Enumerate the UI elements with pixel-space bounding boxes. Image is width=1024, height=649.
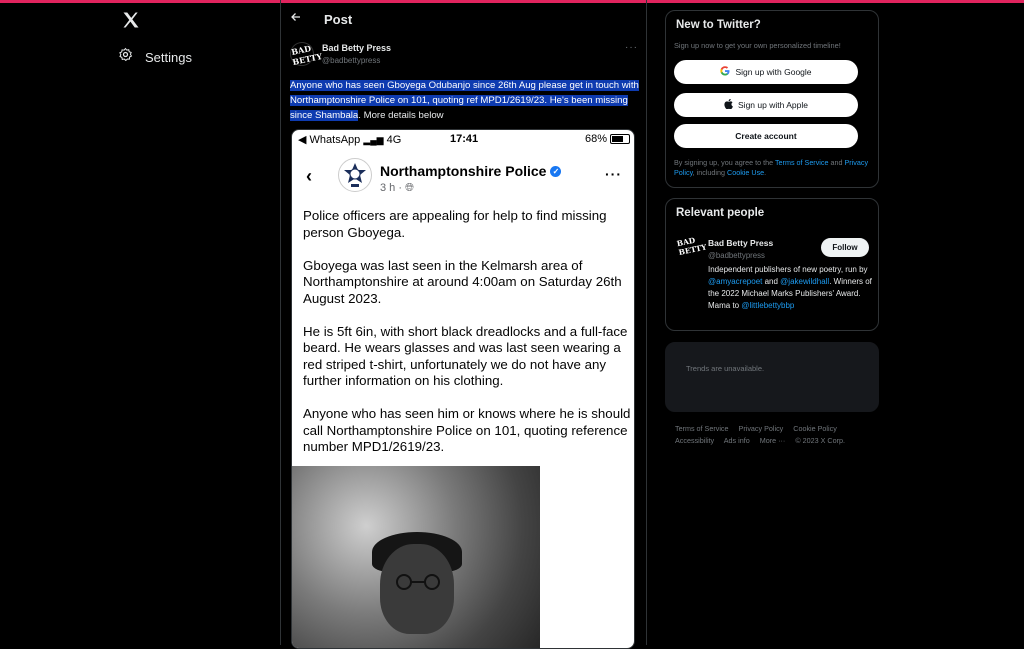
new-to-twitter-card xyxy=(665,10,879,188)
google-icon xyxy=(720,66,730,78)
fb-page-name-text: Northamptonshire Police xyxy=(380,163,547,179)
relevant-people-title: Relevant people xyxy=(676,207,765,219)
footer-link[interactable]: Ads info xyxy=(723,436,750,445)
divider-right xyxy=(646,0,647,645)
create-account-label: Create account xyxy=(735,131,797,141)
author-handle[interactable]: @badbettypress xyxy=(322,56,381,65)
network-type: 4G xyxy=(386,134,402,146)
author-avatar[interactable]: BAD BETTY xyxy=(288,40,316,68)
legal-end: . xyxy=(764,168,767,177)
bio-mention-link[interactable]: @amyacrepoet xyxy=(708,277,763,286)
footer-link[interactable]: More ··· xyxy=(759,436,786,445)
new-to-twitter-title: New to Twitter? xyxy=(676,19,761,31)
verified-badge-icon: ✓ xyxy=(550,166,561,177)
sign-up-google-button[interactable] xyxy=(674,60,858,84)
terms-link[interactable]: Terms of Service xyxy=(774,158,829,167)
footer-links xyxy=(675,423,875,447)
signup-legal-text xyxy=(674,158,870,178)
main-column xyxy=(281,0,646,645)
fb-page-name xyxy=(380,163,561,179)
tweet-media-screenshot[interactable] xyxy=(291,129,635,649)
fb-paragraph: Gboyega was last seen in the Kelmarsh area of Northamptonshire at around 4:00am on Saturday 26th August 2023. xyxy=(303,257,622,306)
sign-up-apple-button[interactable] xyxy=(674,93,858,117)
bio-text: and xyxy=(762,277,781,286)
fb-post-age: 3 h xyxy=(380,182,396,194)
globe-icon: 🌐︎ xyxy=(405,182,414,194)
sign-up-apple-label: Sign up with Apple xyxy=(738,100,808,110)
status-app: ◀ WhatsApp xyxy=(298,134,361,146)
footer-link[interactable]: Cookie Policy xyxy=(793,424,837,433)
left-nav xyxy=(0,0,280,645)
relevant-person-bio xyxy=(708,264,873,312)
fb-post-meta: 3 h · 🌐︎ xyxy=(380,182,414,194)
sign-up-google-label: Sign up with Google xyxy=(735,67,812,77)
cookie-use-link[interactable]: Cookie Use xyxy=(727,168,765,177)
x-logo-icon[interactable] xyxy=(121,10,143,32)
fb-paragraph: Police officers are appealing for help to find missing person Gboyega. xyxy=(303,208,607,240)
legal-including: , including xyxy=(692,168,728,177)
status-battery xyxy=(585,133,630,145)
police-badge-avatar xyxy=(338,158,372,192)
status-left xyxy=(298,133,401,146)
fb-post-body xyxy=(303,208,631,472)
relevant-person-name[interactable]: Bad Betty Press xyxy=(708,238,774,248)
trends-unavailable-text: Trends are unavailable. xyxy=(686,364,765,373)
privacy-link[interactable]: Privacy Policy xyxy=(674,158,869,177)
fb-paragraph: He is 5ft 6in, with short black dreadlocks and a full-face beard. He wears glasses and was last seen wearing a red striped t-shirt, unfortunately we do not have any further information on his clothing. xyxy=(303,323,628,388)
tweet-author xyxy=(290,42,640,70)
missing-person-photo xyxy=(292,466,540,649)
apple-icon xyxy=(724,99,733,111)
nav-settings[interactable] xyxy=(118,44,192,70)
gear-icon xyxy=(118,47,133,67)
phone-status-bar xyxy=(292,130,635,150)
footer-link[interactable]: Terms of Service xyxy=(675,424,729,433)
relevant-people-card xyxy=(665,198,879,331)
bio-mention-link[interactable]: @littlebettybbp xyxy=(741,301,795,310)
bio-text: Independent publishers of new poetry, run by xyxy=(708,265,868,274)
footer-link[interactable]: Accessibility xyxy=(675,436,715,445)
follow-button[interactable]: Follow xyxy=(821,238,869,257)
fb-post-header xyxy=(292,154,635,200)
relevant-person-avatar[interactable]: BAD BETTY xyxy=(675,235,708,258)
bio-text: . Winners of the 2022 Michael Marks Publishers' Award. Mama to xyxy=(708,277,872,310)
status-time: 17:41 xyxy=(450,133,479,145)
create-account-button[interactable] xyxy=(674,124,858,148)
new-to-twitter-subtitle: Sign up now to get your own personalized timeline! xyxy=(674,41,841,50)
chevron-left-icon: ‹ xyxy=(306,166,312,186)
footer-link[interactable]: Privacy Policy xyxy=(738,424,784,433)
tweet-text-rest: . More details below xyxy=(358,110,444,121)
legal-and: and xyxy=(828,158,845,167)
trends-card xyxy=(665,342,879,412)
relevant-person-handle[interactable]: @badbettypress xyxy=(708,251,765,260)
fb-paragraph: Anyone who has seen him or knows where he is should call Northamptonshire Police on 101, quoting reference number MPD1/2619/23. xyxy=(303,406,631,454)
settings-label: Settings xyxy=(145,49,192,65)
back-arrow-icon[interactable] xyxy=(290,10,302,26)
battery-icon xyxy=(610,134,630,144)
post-header xyxy=(281,0,646,40)
battery-percent: 68% xyxy=(584,133,607,145)
more-options-icon[interactable]: ··· xyxy=(625,42,638,53)
author-name[interactable]: Bad Betty Press xyxy=(322,43,392,53)
footer-copyright: © 2023 X Corp. xyxy=(795,436,845,445)
fb-more-icon: ··· xyxy=(605,166,622,182)
photo-glasses xyxy=(392,574,444,590)
signal-icon: ▂▄▆ xyxy=(363,135,384,145)
page-title: Post xyxy=(324,12,353,27)
legal-prefix: By signing up, you agree to the xyxy=(674,158,775,167)
tweet-text-selected: Anyone who has seen Gboyega Odubanjo since 26th Aug please get in touch with Northamptonshire Police on 101, quoting ref MPD1/2619/23. He's been missing since Shambala xyxy=(290,80,639,121)
tweet-text xyxy=(290,78,640,123)
bio-mention-link[interactable]: @jakewildhall xyxy=(780,277,830,286)
battery-fill xyxy=(612,136,623,142)
